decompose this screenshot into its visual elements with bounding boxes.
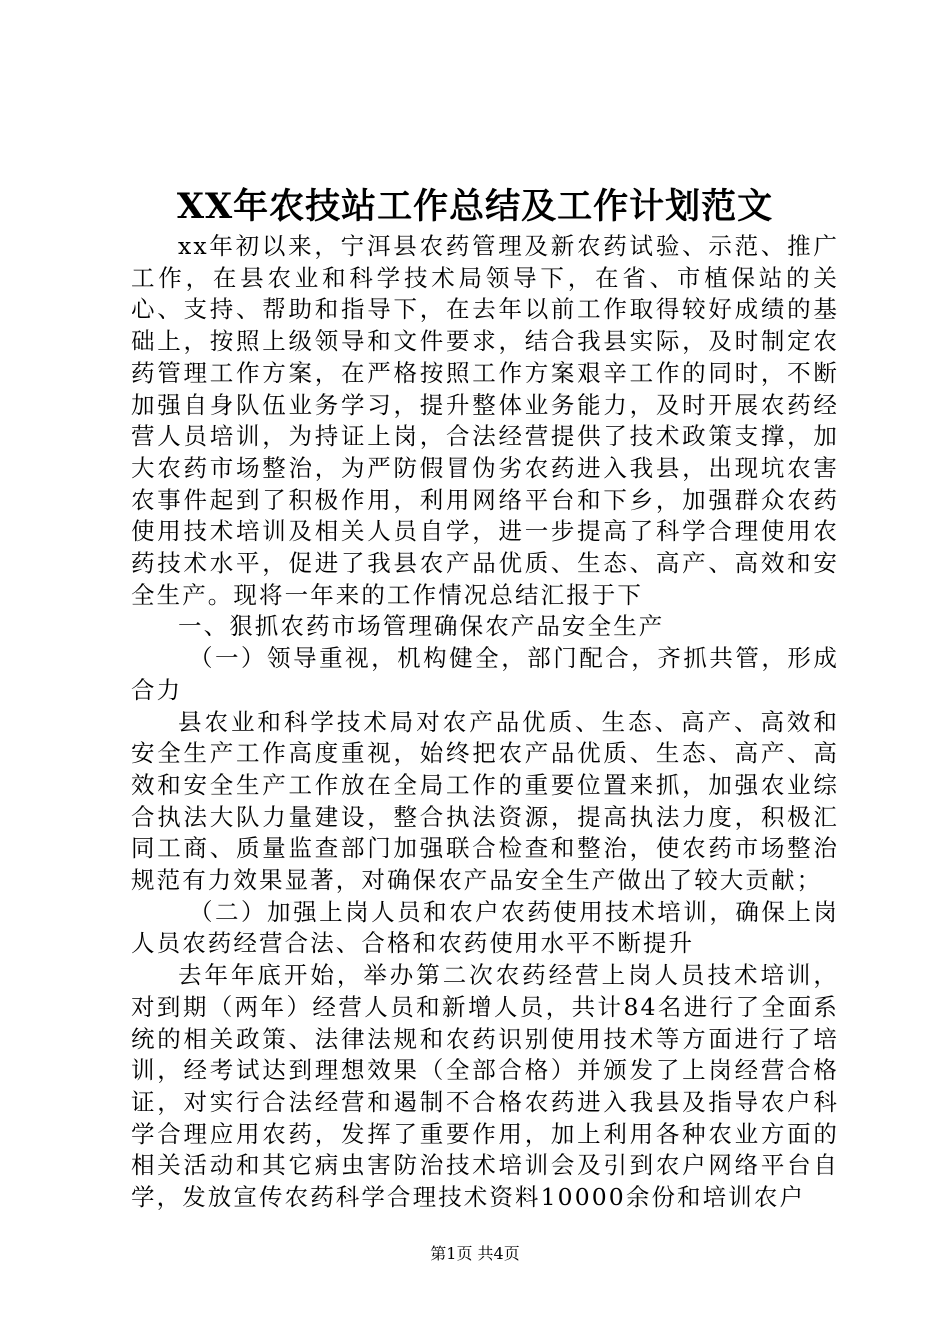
subsection-heading-1: （一）领导重视，机构健全，部门配合，齐抓共管，形成合力 <box>131 644 839 704</box>
subsection-heading-2: （二）加强上岗人员和农户农药使用技术培训，确保上岗人员农药经营合法、合格和农药使用水平不断提升 <box>131 897 839 958</box>
document-body <box>131 231 839 1214</box>
body-paragraph-2: 去年年底开始，举办第二次农药经营上岗人员技术培训，对到期（两年）经营人员和新增人员，共计84名进行了全面系统的相关政策、法律法规和农药识别使用技术等方面进行了培训，经考试达到理想效果（全部合格）并颁发了上岗经营合格证，对实行合法经营和遏制不合格农药进入我县及指导农户科学合理应用农药，发挥了重要作用，加上利用各种农业方面的相关活动和其它病虫害防治技术培训会及引到农户网络平台自学，发放宣传农药科学合理技术资料10000余份和培训农户 <box>131 961 839 1212</box>
document-title: XX年农技站工作总结及工作计划范文 <box>176 186 774 227</box>
body-paragraph-1: 县农业和科学技术局对农产品优质、生态、高产、高效和安全生产工作高度重视，始终把农产品优质、生态、高产、高效和安全生产工作放在全局工作的重要位置来抓，加强农业综合执法大队力量建设，整合执法资源，提高执法力度，积极汇同工商、质量监查部门加强联合检查和整治，使农药市场整治规范有力效果显著，对确保农产品安全生产做出了较大贡献； <box>131 707 839 895</box>
section-heading-1: 一、狠抓农药市场管理确保农产品安全生产 <box>178 612 665 641</box>
intro-paragraph: xx年初以来，宁洱县农药管理及新农药试验、示范、推广工作，在县农业和科学技术局领导下，在省、市植保站的关心、支持、帮助和指导下，在去年以前工作取得较好成绩的基础上，按照上级领导和文件要求，结合我县实际，及时制定农药管理工作方案，在严格按照工作方案艰辛工作的同时，不断加强自身队伍业务学习，提升整体业务能力，及时开展农药经营人员培训，为持证上岗，合法经营提供了技术政策支撑，加大农药市场整治，为严防假冒伪劣农药进入我县，出现坑农害农事件起到了积极作用，利用网络平台和下乡，加强群众农药使用技术培训及相关人员自学，进一步提高了科学合理使用农药技术水平，促进了我县农产品优质、生态、高产、高效和安全生产。现将一年来的工作情况总结汇报于下 <box>131 232 839 609</box>
page-footer: 第1页 共4页 <box>430 1244 520 1263</box>
